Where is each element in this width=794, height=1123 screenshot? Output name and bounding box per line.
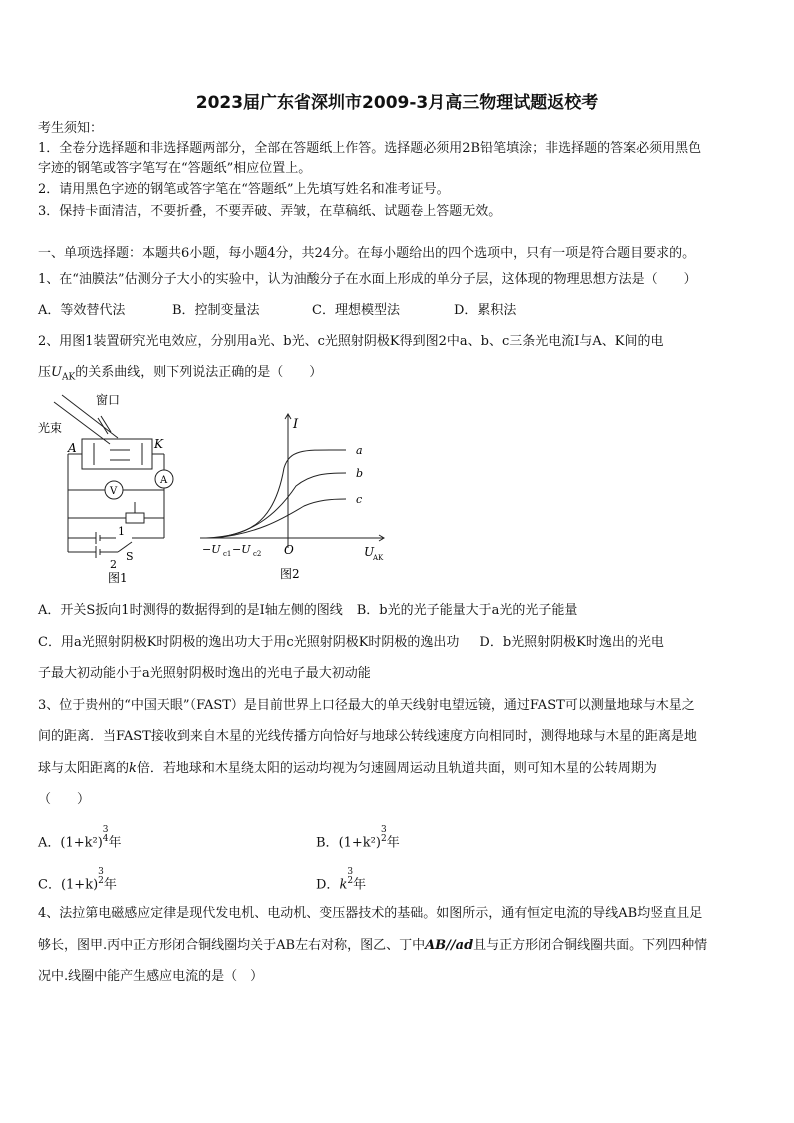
notice-heading: 考生须知： bbox=[38, 121, 104, 136]
q3-option-a-base: (1+k²) bbox=[60, 835, 103, 851]
q4-line1: 4、法拉第电磁感应定律是现代发电机、电动机、变压器技术的基础。如图所示，通有恒定电流的导线AB均竖直且足 bbox=[38, 906, 703, 921]
q2-stem-line1: 2、用图1装置研究光电效应，分别用a光、b光、c光照射阴极K得到图2中a、b、c三条光电流I与A、K间的电 bbox=[38, 334, 664, 349]
q2-voltage-subscript: AK bbox=[61, 372, 76, 383]
fig2-voltage-axis-label: U bbox=[364, 545, 375, 559]
q3-option-c bbox=[38, 868, 117, 894]
figure-2-iv-curves bbox=[196, 408, 396, 588]
q3-line3-suffix: 倍．若地球和木星绕太阳的运动均视为匀速圆周运动且轨道共面，则可知木星的公转周期为 bbox=[136, 761, 657, 776]
q3-option-c-base: (1+k) bbox=[60, 877, 99, 893]
q3-line3-prefix: 球与太阳距离的 bbox=[38, 761, 130, 776]
fig2-curve-a-label: a bbox=[356, 444, 363, 457]
q2-voltage-symbol: U bbox=[51, 365, 62, 380]
q3-line3 bbox=[38, 760, 758, 778]
q4-line3: 况中.线圈中能产生感应电流的是（ ） bbox=[38, 969, 264, 984]
figure-1-circuit bbox=[38, 390, 188, 590]
q2-option-a: A．开关S扳向1时测得的数据得到的是I轴左侧的图线 bbox=[38, 603, 343, 618]
exp-num: 3 bbox=[98, 867, 104, 877]
curve-a bbox=[206, 450, 346, 538]
fig2-caption: 图2 bbox=[280, 567, 300, 581]
q4-line2-suffix: 且与正方形闭合铜线圈共面。下列四种情 bbox=[473, 938, 708, 953]
q3-option-d bbox=[316, 868, 366, 894]
fig1-switch-pos-2: 2 bbox=[110, 558, 117, 571]
q3-option-b-unit: 年 bbox=[386, 835, 400, 851]
page-title: 2023届广东省深圳市2009-3月高三物理试题返校考 bbox=[195, 93, 599, 113]
q2-stem-prefix: 压 bbox=[38, 365, 52, 380]
fig2-current-axis-label: I bbox=[293, 417, 299, 432]
q1-stem: 1、在“油膜法”估测分子大小的实验中，认为油酸分子在水面上形成的单分子层，这体现的物理思想方法是（ ） bbox=[38, 272, 697, 287]
q3-option-a bbox=[38, 826, 122, 852]
q3-option-a-label: A． bbox=[38, 835, 61, 851]
q1-option-b: B．控制变量法 bbox=[172, 303, 260, 318]
fig1-ammeter-label: A bbox=[160, 475, 168, 486]
fig1-window-label: 窗口 bbox=[96, 393, 121, 407]
q3-option-d-unit: 年 bbox=[353, 877, 367, 893]
q3-bracket: （ ） bbox=[38, 792, 91, 807]
q3-option-d-base: k bbox=[339, 877, 348, 893]
fig1-anode-label: A bbox=[68, 441, 77, 455]
exp-num: 3 bbox=[102, 825, 109, 835]
fig2-uc1-label: −U bbox=[202, 543, 221, 556]
notice-item-2: 2．请用黑色字迹的钢笔或答字笔在“答题纸”上先填写姓名和准考证号。 bbox=[38, 182, 450, 197]
fig1-voltmeter-label: V bbox=[110, 486, 118, 497]
q3-option-c-unit: 年 bbox=[103, 877, 117, 893]
q2-option-c: C．用a光照射阴极K时阴极的逸出功大于用c光照射阴极K时阴极的逸出功 bbox=[38, 635, 460, 650]
exp-den: 2 bbox=[380, 834, 387, 844]
q2-options-ab bbox=[38, 602, 758, 620]
q4-line2 bbox=[38, 937, 758, 955]
q1-option-c: C．理想模型法 bbox=[312, 303, 400, 318]
exp-num: 3 bbox=[347, 867, 354, 877]
q3-line2: 间的距离．当FAST接收到来自木星的光线传播方向恰好与地球公转线速度方向相同时，测得地球与木星的距离是地 bbox=[38, 729, 697, 744]
notice-item-1-cont: 字迹的钢笔或答字笔写在“答题纸”相应位置上。 bbox=[38, 161, 312, 176]
q2-stem-line2 bbox=[38, 364, 758, 387]
q2-option-b: B．b光的光子能量大于a光的光子能量 bbox=[356, 603, 578, 618]
q2-stem-suffix: 的关系曲线，则下列说法正确的是（ ） bbox=[75, 365, 323, 380]
q1-option-d: D．累积法 bbox=[454, 303, 517, 318]
q2-option-d-cont: 子最大初动能小于a光照射阴极时逸出的光电子最大初动能 bbox=[38, 666, 371, 681]
fig2-curve-c-label: c bbox=[356, 493, 363, 506]
q3-option-a-unit: 年 bbox=[108, 835, 122, 851]
fig2-curve-b-label: b bbox=[356, 467, 364, 480]
exp-den: 2 bbox=[347, 876, 354, 886]
q3-option-b bbox=[316, 826, 400, 852]
q3-line1: 3、位于贵州的“中国天眼”（FAST）是目前世界上口径最大的单天线射电望远镜，通过FAST可以测量地球与木星之 bbox=[38, 698, 695, 713]
q4-line2-prefix: 够长，图甲.丙中正方形闭合铜线圈均关于AB左右对称，图乙、丁中 bbox=[38, 938, 426, 953]
section-heading: 一、单项选择题：本题共6小题，每小题4分，共24分。在每小题给出的四个选项中，只有一项是符合题目要求的。 bbox=[38, 246, 696, 261]
q4-parallel-expression: AB//ad bbox=[425, 938, 474, 953]
fig2-uc2-label: −U bbox=[232, 543, 251, 556]
q2-options-cd bbox=[38, 634, 758, 652]
notice-item-1: 1．全卷分选择题和非选择题两部分，全部在答题纸上作答。选择题必须用2B铅笔填涂；非选择题的答案必须用黑色 bbox=[38, 141, 702, 156]
curve-b bbox=[214, 473, 346, 538]
fig1-beam-label: 光束 bbox=[38, 421, 63, 435]
curve-c bbox=[214, 499, 346, 538]
fig1-caption: 图1 bbox=[108, 571, 128, 585]
q3-option-b-base: (1+k²) bbox=[338, 835, 381, 851]
fig1-switch-label: S bbox=[126, 550, 134, 563]
q3-option-c-label: C． bbox=[38, 877, 61, 893]
exp-num: 3 bbox=[380, 825, 387, 835]
fig2-uc2-subscript: c2 bbox=[253, 550, 262, 558]
fig2-uc1-subscript: c1 bbox=[223, 550, 232, 558]
exp-den: 2 bbox=[98, 876, 104, 886]
q3-option-d-label: D． bbox=[316, 877, 340, 893]
fig1-switch-pos-1: 1 bbox=[118, 525, 125, 538]
q1-option-a: A．等效替代法 bbox=[38, 303, 126, 318]
fig1-cathode-label: K bbox=[154, 437, 163, 451]
fig2-voltage-axis-subscript: AK bbox=[373, 554, 384, 562]
q3-option-b-label: B． bbox=[316, 835, 339, 851]
q2-option-d: D．b光照射阴极K时逸出的光电 bbox=[479, 635, 664, 650]
q3-k-symbol: k bbox=[129, 761, 137, 776]
exp-den: 4 bbox=[102, 834, 109, 844]
notice-item-3: 3．保持卡面清洁，不要折叠，不要弄破、弄皱，在草稿纸、试题卷上答题无效。 bbox=[38, 204, 502, 219]
fig2-origin-label: O bbox=[284, 543, 294, 557]
